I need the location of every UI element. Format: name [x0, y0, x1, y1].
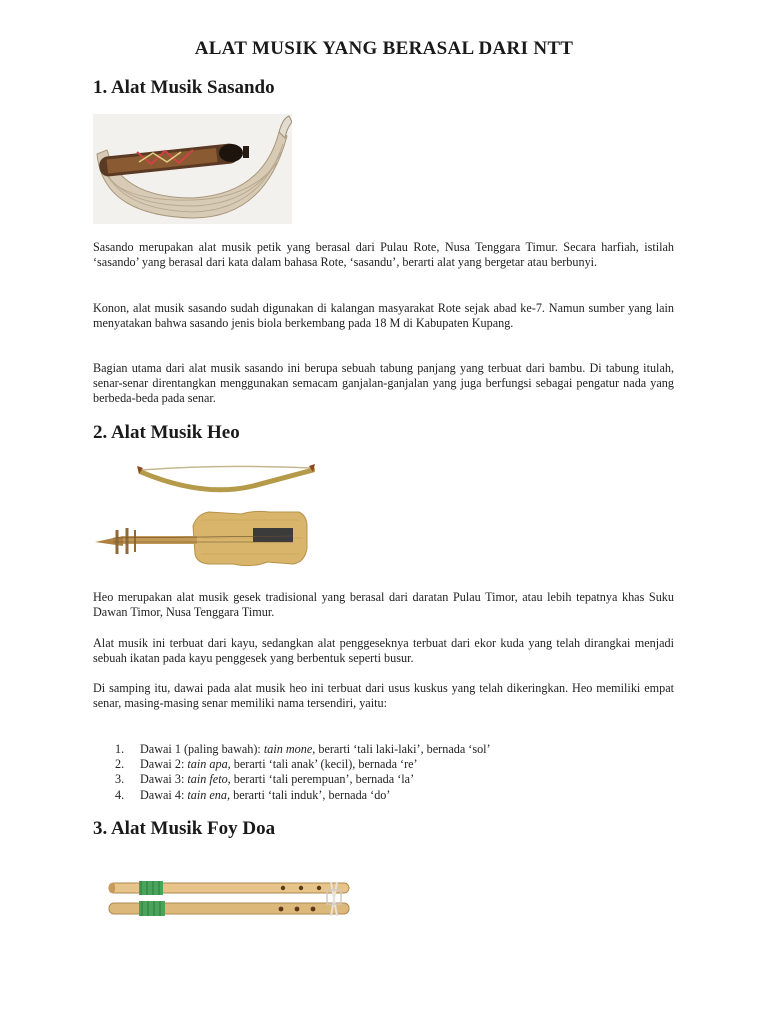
heo-violin-and-bow-photo	[93, 458, 315, 576]
foy-doa-bamboo-flute-photo	[105, 872, 355, 924]
section-heading-heo: 2. Alat Musik Heo	[93, 422, 240, 443]
list-item: 3. Dawai 3: tain feto, berarti ‘tali perempuan’, bernada ‘la’	[115, 772, 415, 787]
heo-strings-list	[93, 742, 674, 803]
list-item: 2. Dawai 2: tain apa, berarti ‘tali anak’ (kecil), bernada ‘re’	[115, 757, 418, 772]
section-heading-sasando: 1. Alat Musik Sasando	[93, 77, 275, 98]
heo-paragraph-3: Di samping itu, dawai pada alat musik heo ini terbuat dari usus kuskus yang telah dikeringkan. Heo memiliki empat senar, masing-masing senar memiliki nama tersendiri, yaitu:	[93, 681, 674, 711]
list-item: 4. Dawai 4: tain ena, berarti ‘tali induk’, bernada ‘do’	[115, 787, 391, 802]
heo-paragraph-2: Alat musik ini terbuat dari kayu, sedangkan alat penggeseknya terbuat dari ekor kuda yang telah dirangkai menjadi sebuah ikatan pada kayu penggesek yang berbentuk seperti busur.	[93, 636, 674, 666]
document-title: ALAT MUSIK YANG BERASAL DARI NTT	[194, 38, 574, 59]
list-item: 1. Dawai 1 (paling bawah): tain mone, berarti ‘tali laki-laki’, bernada ‘sol’	[115, 742, 491, 756]
sasando-instrument-photo	[93, 114, 292, 224]
sasando-paragraph-1: Sasando merupakan alat musik petik yang berasal dari Pulau Rote, Nusa Tenggara Timur. Secara harfiah, istilah ‘sasando’ yang berasal dari kata dalam bahasa Rote, ‘sasandu’, berarti alat yang bergetar atau berbunyi.	[93, 240, 674, 270]
heo-paragraph-1: Heo merupakan alat musik gesek tradisional yang berasal dari daratan Pulau Timor, atau lebih tepatnya khas Suku Dawan Timor, Nusa Tenggara Timur.	[93, 590, 674, 620]
section-heading-foy-doa: 3. Alat Musik Foy Doa	[93, 818, 276, 839]
sasando-paragraph-2: Konon, alat musik sasando sudah digunakan di kalangan masyarakat Rote sejak abad ke-7. Namun sumber yang lain menyatakan bahwa sasando jenis biola berkembang pada 18 M di Kabupaten Kupang.	[93, 301, 674, 331]
sasando-paragraph-3: Bagian utama dari alat musik sasando ini berupa sebuah tabung panjang yang terbuat dari bambu. Di tabung itulah, senar-senar direntangkan menggunakan semacam ganjalan-ganjalan yang juga berfungsi sebagai pengatur nada yang berbeda-beda pada senar.	[93, 361, 674, 406]
